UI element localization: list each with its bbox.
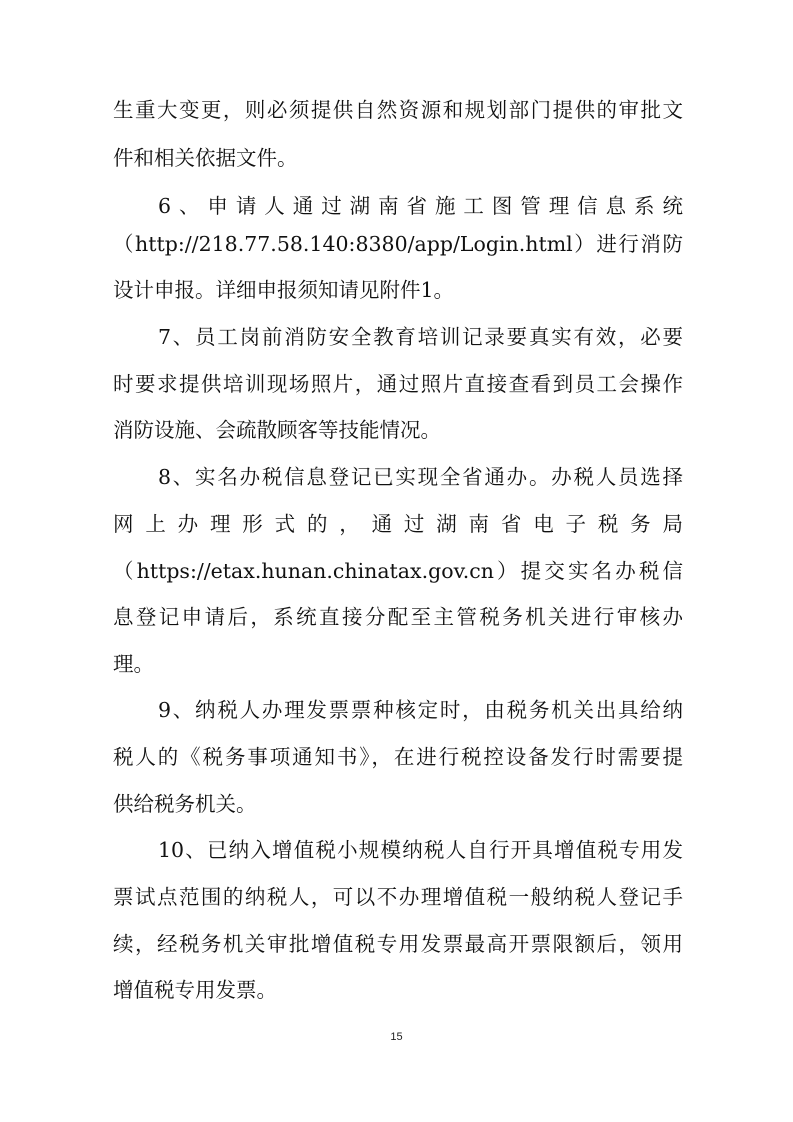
text-line: 件和相关依据文件。 — [113, 146, 298, 170]
text-line: 9、纳税人办理发票票种核定时，由税务机关出具给纳 — [158, 698, 683, 722]
text-line: 税人的《税务事项通知书》，在进行税控设备发行时需要提 — [113, 745, 683, 769]
text-line: 票试点范围的纳税人，可以不办理增值税一般纳税人登记手 — [113, 885, 683, 909]
text-line: （https://etax.hunan.chinatax.gov.cn）提交实名办税信 — [113, 559, 683, 583]
text-line: 息登记申请后，系统直接分配至主管税务机关进行审核办 — [113, 605, 683, 629]
text-line: 增值税专用发票。 — [113, 978, 277, 1002]
text-line: 设计申报。详细申报须知请见附件1。 — [113, 278, 455, 302]
text-line: 生重大变更，则必须提供自然资源和规划部门提供的审批文 — [113, 98, 683, 122]
text-line: 6、申请人通过湖南省施工图管理信息系统 — [158, 194, 683, 218]
text-line: 7、员工岗前消防安全教育培训记录要真实有效，必要 — [158, 325, 683, 349]
text-line: 8、实名办税信息登记已实现全省通办。办税人员选择 — [158, 465, 683, 489]
text-line: 网上办理形式的，通过湖南省电子税务局 — [113, 512, 683, 536]
text-line: 10、已纳入增值税小规模纳税人自行开具增值税专用发 — [158, 838, 683, 862]
text-line: 续，经税务机关审批增值税专用发票最高开票限额后，领用 — [113, 932, 683, 956]
text-line: 时要求提供培训现场照片，通过照片直接查看到员工会操作 — [113, 372, 683, 396]
page-number: 15 — [390, 1031, 403, 1043]
text-line: 供给税务机关。 — [113, 792, 257, 816]
text-line: （http://218.77.58.140:8380/app/Login.html）进行消防 — [113, 232, 683, 256]
text-line: 消防设施、会疏散顾客等技能情况。 — [113, 418, 441, 442]
text-line: 理。 — [113, 652, 154, 676]
